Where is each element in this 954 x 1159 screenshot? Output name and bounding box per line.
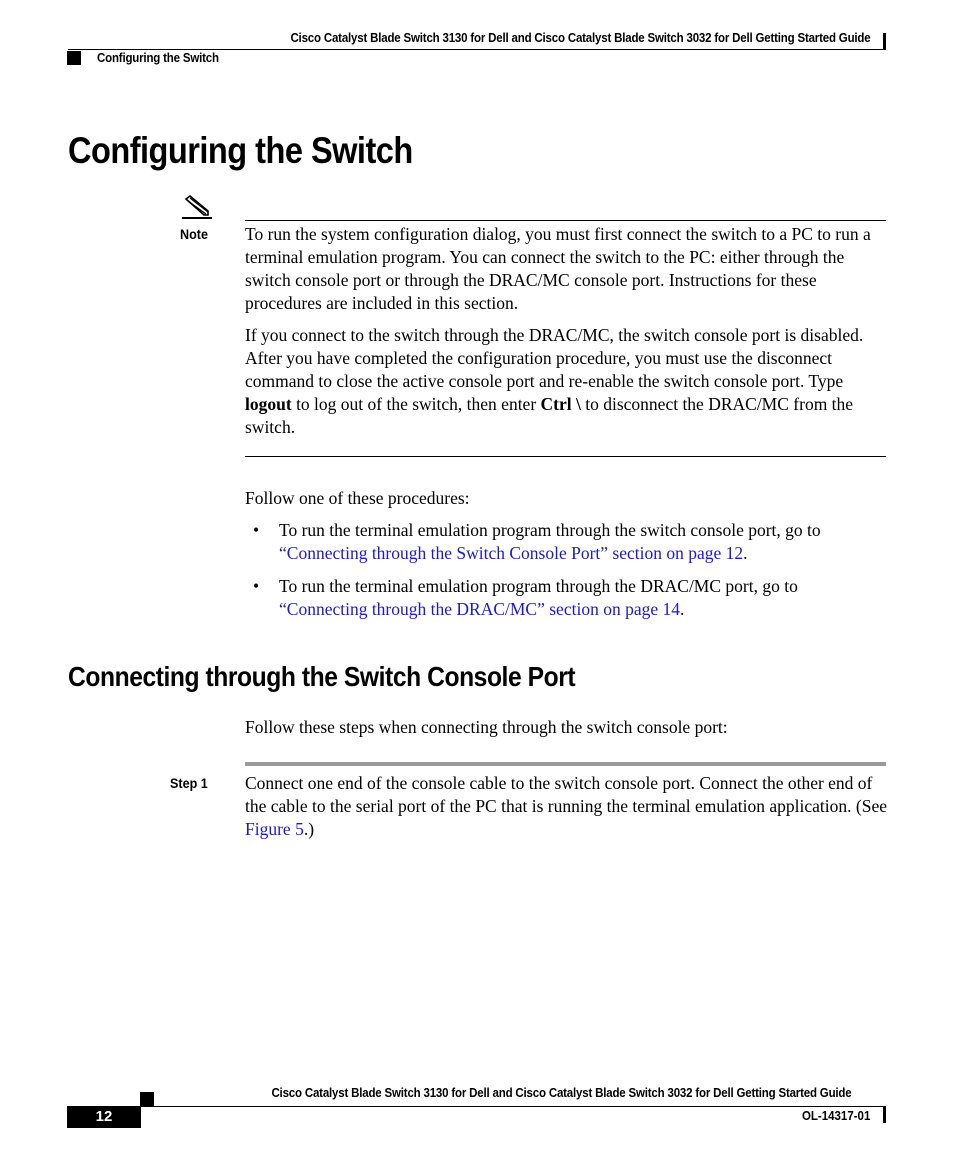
step-rule [245, 762, 886, 766]
note-paragraph-1: To run the system configuration dialog, you must first connect the switch to a PC to run a terminal emulation program. You can connect the switch to the PC: either through the switch console port or through the DRAC/MC console port. Instructions for these procedures are included in this section. [245, 224, 871, 313]
running-footer [0, 1085, 954, 1145]
bullet-icon: • [253, 576, 260, 596]
step-1-end: .) [303, 819, 315, 839]
list-item [245, 519, 887, 565]
note-paragraph-2-text-c: to disconnect the DRAC/MC from the switch. [245, 394, 854, 437]
header-section-title: Configuring the Switch [97, 51, 219, 65]
procedures-intro: Follow one of these procedures: [245, 488, 470, 508]
step-label: Step 1 [170, 775, 208, 791]
section-heading: Connecting through the Switch Console Port [68, 661, 576, 692]
note-paragraph-2 [245, 324, 887, 439]
header-section-marker [67, 51, 81, 65]
note-bottom-rule [245, 456, 886, 457]
footer-rule [68, 1106, 886, 1107]
footer-marker [140, 1092, 154, 1106]
running-header [0, 0, 954, 80]
ctrl-backslash-key: Ctrl \ [540, 394, 581, 414]
bullet-icon: • [253, 520, 260, 540]
link-switch-console-port[interactable]: “Connecting through the Switch Console Port” section on page 12 [279, 543, 744, 563]
header-guide-title: Cisco Catalyst Blade Switch 3130 for Dell and Cisco Catalyst Blade Switch 3032 for Dell Getting Started Guide [289, 31, 870, 45]
bullet-1-end: . [743, 543, 748, 563]
step-1-text [245, 772, 887, 841]
bullet-text-2 [279, 575, 887, 621]
note-icon [180, 195, 214, 221]
footer-right-bar [883, 1107, 886, 1123]
bullet-1-text: To run the terminal emulation program through the switch console port, go to [279, 520, 821, 540]
step-1-body: Connect one end of the console cable to the switch console port. Connect the other end of the cable to the serial port of the PC that is running the terminal emulation application. (See [245, 773, 887, 816]
header-right-bar [883, 33, 886, 49]
link-figure-5[interactable]: Figure 5 [245, 819, 304, 839]
note-paragraph-2-text-a: If you connect to the switch through the DRAC/MC, the switch console port is disabled. After you have completed the configuration procedure, you must use the disconnect command to close the active console port and re-enable the switch console port. Type [245, 325, 864, 391]
logout-command: logout [245, 394, 292, 414]
footer-guide-title: Cisco Catalyst Blade Switch 3130 for Dell and Cisco Catalyst Blade Switch 3032 for Dell Getting Started Guide [270, 1086, 851, 1100]
note-label: Note [180, 226, 209, 242]
steps-intro: Follow these steps when connecting through the switch console port: [245, 717, 728, 737]
link-drac-mc[interactable]: “Connecting through the DRAC/MC” section on page 14 [279, 599, 680, 619]
page-title: Configuring the Switch [68, 130, 413, 171]
doc-number: OL-14317-01 [801, 1109, 870, 1123]
page-number: 12 [67, 1106, 141, 1128]
bullet-2-text: To run the terminal emulation program through the DRAC/MC port, go to [279, 576, 798, 596]
note-top-rule [245, 220, 886, 221]
header-rule [68, 49, 886, 50]
note-paragraph-2-text-b: to log out of the switch, then enter [291, 394, 541, 414]
bullet-text-1 [279, 519, 887, 565]
bullet-list [245, 519, 887, 621]
pencil-note-icon [180, 195, 214, 221]
note-body [245, 223, 887, 439]
list-item [245, 575, 887, 621]
bullet-2-end: . [679, 599, 685, 619]
